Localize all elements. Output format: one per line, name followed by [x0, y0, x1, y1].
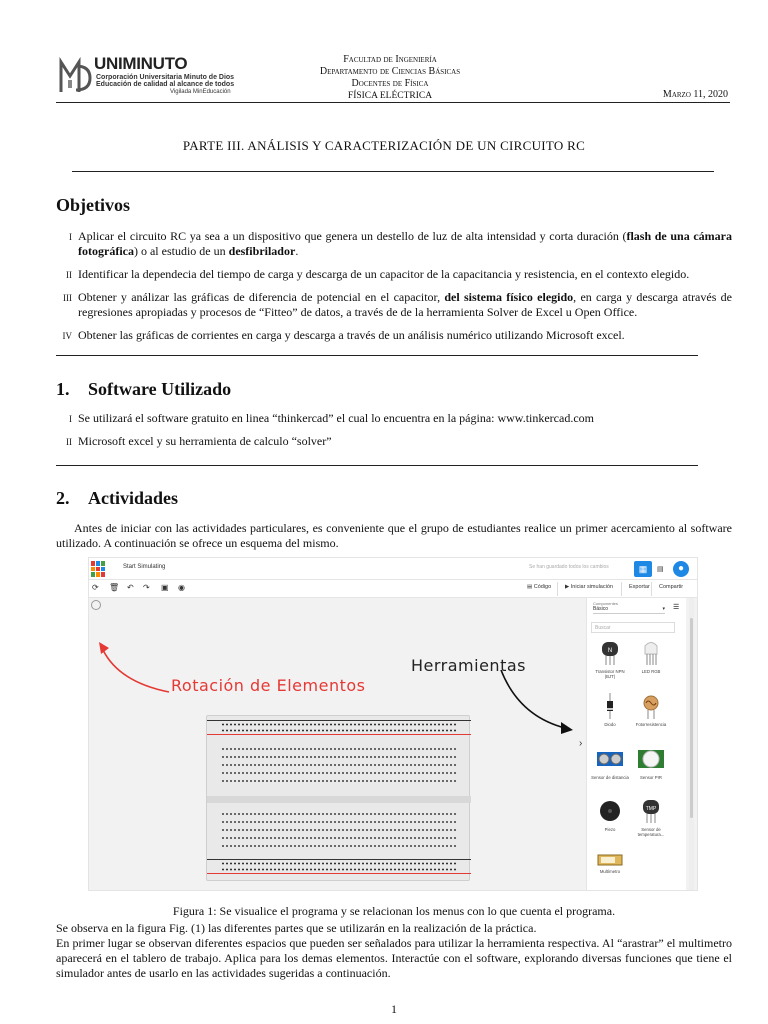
item-text: Microsoft excel y su herramienta de calculo “solver”	[78, 434, 332, 448]
terminal-strip-upper	[221, 745, 457, 785]
component-label: Transistor NPN (BJT)	[595, 669, 625, 679]
note-icon[interactable]: ▣	[161, 583, 169, 592]
list-item	[56, 290, 732, 320]
tools-annotation: Herramientas	[411, 656, 526, 675]
component-multimeter[interactable]	[590, 854, 630, 874]
toolbar-separator	[557, 582, 558, 596]
component-label: Sensor PIR	[640, 775, 662, 780]
components-select[interactable]: Básico ▾	[593, 606, 665, 614]
terminal-strip-lower	[221, 810, 457, 850]
uniminuto-emblem-icon	[58, 56, 94, 96]
ultrasonic-sensor-icon	[597, 746, 623, 772]
led-icon	[638, 640, 664, 666]
svg-text:TMP: TMP	[645, 806, 657, 812]
component-pir-sensor[interactable]	[631, 746, 671, 780]
component-photoresistor[interactable]	[631, 693, 671, 727]
closing-paragraph	[56, 921, 732, 981]
component-label: LED RGB	[641, 669, 661, 674]
header-date: Marzo 11, 2020	[662, 89, 728, 100]
part-title: PARTE III. ANÁLISIS Y CARACTERIZACIÓN DE UN CIRCUITO RC	[182, 138, 586, 153]
user-avatar[interactable]: ●	[673, 561, 689, 577]
item-text: ) o al estudio de un	[133, 244, 229, 258]
teachers: Docentes de Física	[351, 78, 429, 89]
multimeter-icon	[597, 854, 623, 866]
transistor-icon	[597, 640, 623, 666]
logo-line2: Educación de calidad al alcance de todos	[96, 81, 235, 88]
closing-line1: Se observa en la figura Fig. (1) las diferentes partes que se utilizarán en la realización de la práctica.	[56, 921, 537, 935]
component-rgb-led[interactable]	[631, 640, 671, 674]
course: FÍSICA ELÉCTRICA	[347, 91, 433, 101]
tinkercad-logo-icon	[91, 561, 105, 577]
section-title: Software Utilizado	[88, 379, 232, 399]
section-title: Actividades	[88, 488, 178, 508]
section-number: 1.	[56, 379, 70, 399]
app-title: Start Simulating	[123, 564, 166, 570]
component-label: Sensor de temperatura...	[637, 827, 665, 837]
section-number: 2.	[56, 488, 70, 508]
title-divider	[72, 171, 714, 172]
component-search-input[interactable]: Buscar	[591, 622, 675, 633]
circuit-view-icon[interactable]: ▦	[634, 561, 652, 577]
redo-icon[interactable]: ↷	[143, 583, 150, 592]
item-bold: desfibrilador	[228, 244, 296, 258]
component-temperature-sensor[interactable]	[631, 798, 671, 837]
item-text: .	[295, 244, 299, 258]
closing-line2: En primer lugar se observan diferentes espacios que pueden ser señalados para utilizar la herramienta respectiva. Al “arastrar” el multimetro aparecerá en el tablero de trabajo. Aplica para los demas elementos. Interactúe con el software, explorando diversas funciones que tiene el simulador antes de usarlo en las actividades sugeridas a continuación.	[56, 936, 732, 980]
code-button[interactable]: ▤ Código	[527, 584, 552, 590]
objetivos-heading: Objetivos	[56, 195, 130, 215]
piezo-icon	[597, 798, 623, 824]
photoresistor-icon	[638, 693, 664, 719]
start-sim-label: Iniciar simulación	[570, 584, 613, 590]
header-center	[280, 54, 500, 102]
logo-line3: Vigilada MinEducación	[170, 89, 231, 95]
diode-icon	[597, 693, 623, 719]
component-npn-transistor[interactable]	[590, 640, 630, 679]
list-marker: II	[66, 437, 72, 447]
components-panel	[586, 598, 686, 891]
component-diode[interactable]	[590, 693, 630, 727]
objetivos-list	[56, 229, 732, 349]
top-bar	[89, 558, 698, 580]
software-list	[56, 411, 732, 455]
svg-text:N: N	[607, 648, 613, 654]
list-marker: III	[63, 293, 72, 303]
list-item	[56, 434, 732, 449]
item-text: Obtener las gráficas de corrientes en carga y descarga a través de un análisis numérico utilizando Microsoft excel.	[78, 328, 625, 342]
item-text: Obtener y análizar las gráficas de diferencia de potencial en el capacitor,	[78, 290, 445, 304]
logo-brand: UNIMINUTO	[94, 54, 188, 73]
visibility-icon[interactable]: ◉	[178, 583, 185, 592]
component-label: Multímetro	[599, 869, 621, 874]
component-label: Diodo	[604, 722, 616, 727]
list-item	[56, 411, 732, 426]
center-channel	[207, 796, 471, 803]
toolbar-separator	[621, 582, 622, 596]
department: Departamento de Ciencias Básicas	[319, 66, 461, 77]
list-marker: II	[66, 270, 72, 280]
component-label: Sensor de distancia	[591, 775, 629, 780]
panel-scrollbar[interactable]	[689, 598, 694, 891]
rotate-icon[interactable]: ⟳	[92, 583, 99, 592]
faculty: Facultad de Ingeniería	[343, 54, 437, 65]
list-item	[56, 328, 732, 343]
university-logo	[58, 52, 250, 98]
component-piezo[interactable]	[590, 798, 630, 832]
breadboard[interactable]	[206, 715, 470, 881]
list-marker: I	[69, 232, 72, 242]
power-rail-top	[207, 718, 471, 738]
figure-caption: Figura 1: Se visualice el programa y se relacionan los menus con lo que cuenta el programa.	[172, 904, 616, 918]
item-text: , en carga y descarga através de regresiones apropiadas y procesos de “Fitteo” de datos, a través de de la herramienta Solver de Excel u Open Office.	[78, 290, 732, 319]
undo-icon[interactable]: ↶	[127, 583, 134, 592]
list-marker: I	[69, 414, 72, 424]
component-label: Fotorresistencia	[635, 722, 667, 727]
power-rail-bottom	[207, 857, 471, 877]
section2-heading	[56, 488, 178, 509]
item-text: Se utilizará el software gratuito en linea “thinkercad” el cual lo encuentra en la página: www.tinkercad.com	[78, 411, 594, 425]
edit-toolbar	[89, 580, 698, 598]
item-bold: del sistema físico elegido	[444, 290, 574, 304]
toolbar-separator	[651, 582, 652, 596]
component-distance-sensor[interactable]	[590, 746, 630, 780]
section-divider	[56, 465, 698, 466]
item-text: Aplicar el circuito RC ya sea a un dispositivo que genera un destello de luz de alta intensidad y corta duración (	[78, 229, 627, 243]
list-item	[56, 267, 732, 282]
workplane[interactable]	[89, 598, 579, 891]
tinkercad-screenshot	[88, 557, 698, 891]
section-divider	[56, 355, 698, 356]
components-label: Componentes	[593, 601, 618, 606]
list-marker: IV	[62, 331, 72, 341]
black-arrowhead	[561, 722, 573, 734]
list-toggle-icon[interactable]: ☰	[673, 604, 680, 611]
intro-paragraph: Antes de iniciar con las actividades particulares, es conveniente que el grupo de estudiantes realice un primer acercamiento al software utilizado. A continuación se ofrece un esquema del mismo.	[56, 521, 732, 550]
share-button[interactable]: Compartir	[659, 584, 684, 590]
rotation-annotation: Rotación de Elementos	[171, 676, 366, 695]
logo-line1: Corporación Universitaria Minuto de Dios	[96, 74, 235, 81]
saved-status: Se han guardado todos los cambios	[529, 564, 609, 570]
item-text: Identificar la dependecia del tiempo de carga y descarga de un capacitor de la capacitancia y resistencia, en el contexto elegido.	[78, 267, 690, 281]
list-view-icon[interactable]: ▤	[657, 566, 664, 573]
start-simulation-button[interactable]: ▶ Iniciar simulación	[565, 584, 613, 590]
list-item	[56, 229, 732, 259]
page-number: 1	[391, 1002, 397, 1016]
delete-icon[interactable]: 🗑	[109, 583, 120, 592]
header-divider	[56, 102, 730, 103]
component-label: Piezo	[604, 827, 616, 832]
temperature-sensor-icon	[638, 798, 664, 824]
collapse-panel-icon[interactable]: ›	[579, 738, 583, 749]
export-button[interactable]: Exportar	[629, 584, 650, 590]
pir-sensor-icon	[638, 746, 664, 772]
code-label: Código	[533, 584, 552, 590]
item-bold: flash de una cámara fotográfica	[78, 229, 732, 258]
section1-heading	[56, 379, 231, 400]
